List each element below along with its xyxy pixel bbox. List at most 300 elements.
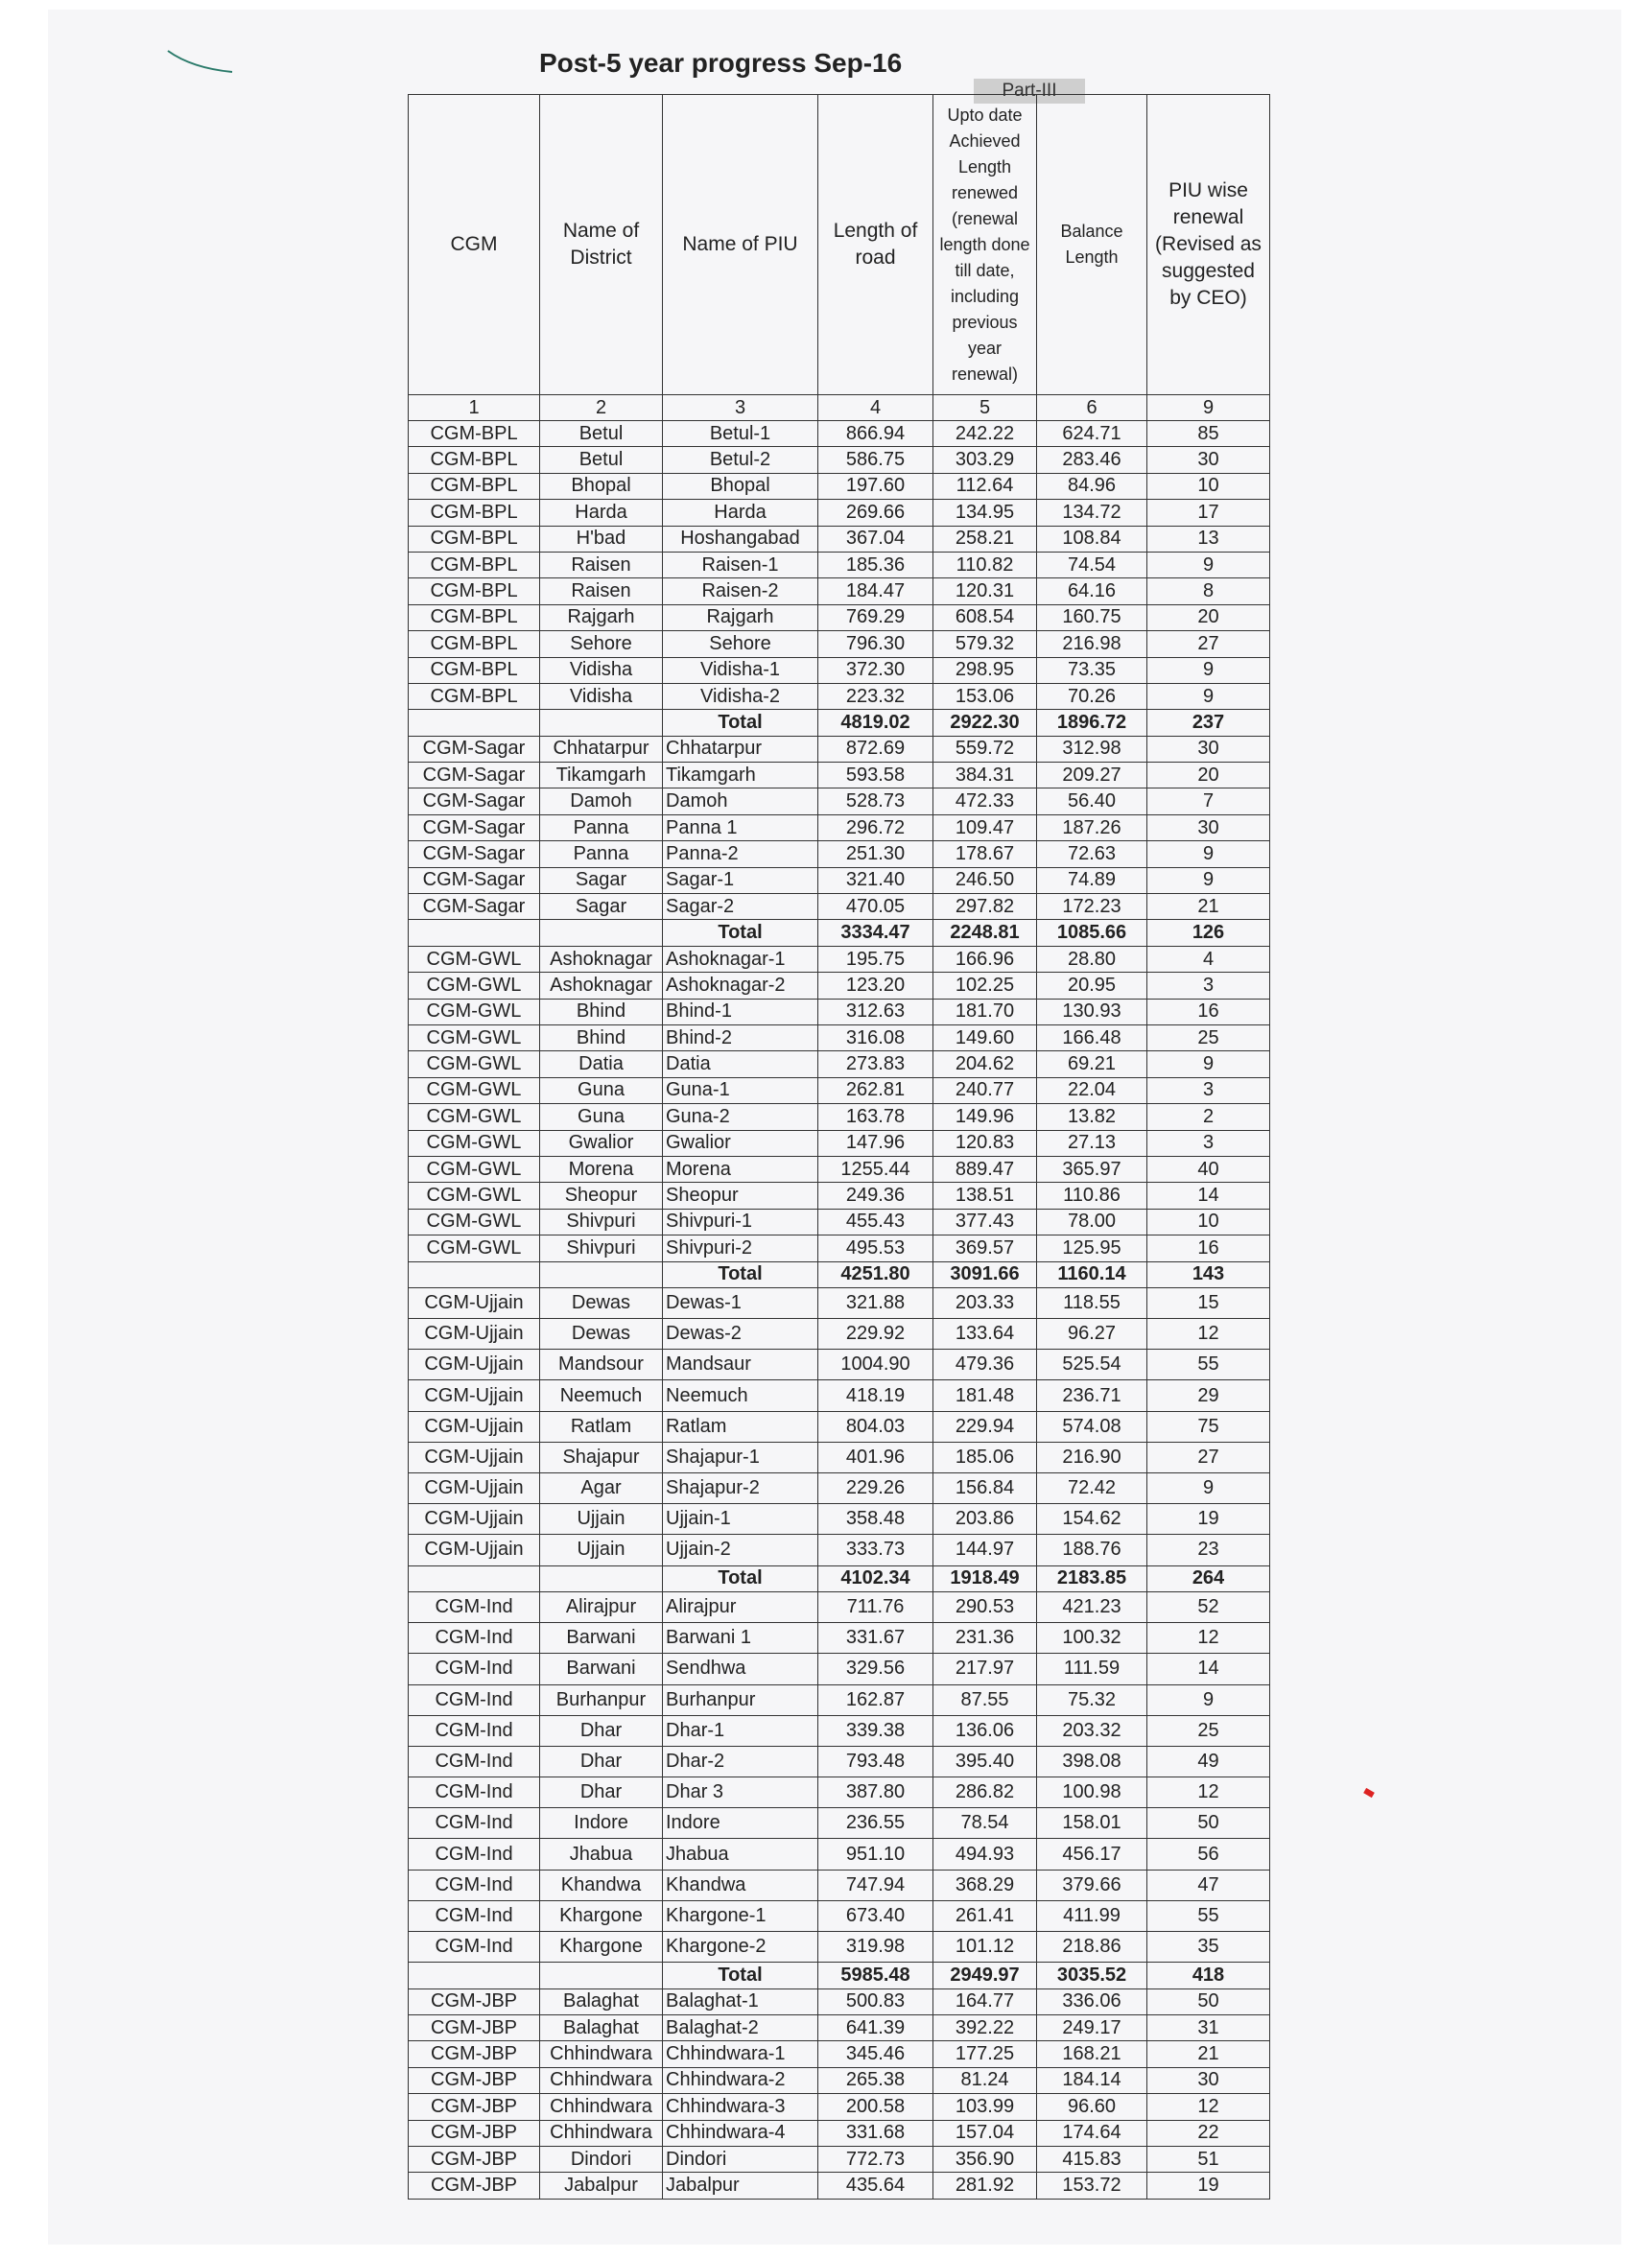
achieved-cell: 608.54 bbox=[933, 604, 1037, 630]
table-row bbox=[409, 1411, 1270, 1442]
length-cell: 367.04 bbox=[818, 526, 933, 552]
renewal-cell: 9 bbox=[1147, 683, 1270, 709]
cgm-cell: CGM-Ind bbox=[409, 1808, 540, 1839]
renewal-cell: 30 bbox=[1147, 447, 1270, 473]
renewal-cell: 13 bbox=[1147, 526, 1270, 552]
piu-cell: Bhind-1 bbox=[663, 999, 818, 1024]
piu-cell: Betul-2 bbox=[663, 447, 818, 473]
renewal-cell: 22 bbox=[1147, 2120, 1270, 2146]
piu-cell: Tikamgarh bbox=[663, 763, 818, 788]
length-cell: 872.69 bbox=[818, 736, 933, 762]
table-row bbox=[409, 552, 1270, 577]
balance-cell: 118.55 bbox=[1037, 1287, 1147, 1318]
achieved-cell: 281.92 bbox=[933, 2173, 1037, 2199]
table-row bbox=[409, 1654, 1270, 1684]
balance-cell: 312.98 bbox=[1037, 736, 1147, 762]
district-cell: Alirajpur bbox=[540, 1591, 663, 1622]
renewal-cell: 56 bbox=[1147, 1839, 1270, 1870]
column-number: 5 bbox=[933, 395, 1037, 421]
table-row bbox=[409, 867, 1270, 893]
table-row bbox=[409, 421, 1270, 447]
length-cell: 747.94 bbox=[818, 1870, 933, 1900]
achieved-cell: 203.86 bbox=[933, 1504, 1037, 1535]
table-row bbox=[409, 1932, 1270, 1963]
piu-cell: Mandsaur bbox=[663, 1350, 818, 1380]
renewal-cell: 12 bbox=[1147, 1623, 1270, 1654]
cgm-cell: CGM-BPL bbox=[409, 473, 540, 499]
length-cell: 455.43 bbox=[818, 1209, 933, 1235]
district-cell: Betul bbox=[540, 447, 663, 473]
renewal-cell: 12 bbox=[1147, 1777, 1270, 1808]
cgm-cell: CGM-BPL bbox=[409, 447, 540, 473]
balance-cell: 456.17 bbox=[1037, 1839, 1147, 1870]
balance-cell: 525.54 bbox=[1037, 1350, 1147, 1380]
piu-cell: Chhindwara-4 bbox=[663, 2120, 818, 2146]
achieved-cell: 2949.97 bbox=[933, 1963, 1037, 1988]
length-cell: 358.48 bbox=[818, 1504, 933, 1535]
renewal-cell: 2 bbox=[1147, 1104, 1270, 1130]
district-cell: Shivpuri bbox=[540, 1209, 663, 1235]
achieved-cell: 101.12 bbox=[933, 1932, 1037, 1963]
table-row bbox=[409, 894, 1270, 920]
piu-cell: Panna 1 bbox=[663, 814, 818, 840]
piu-cell: Rajgarh bbox=[663, 604, 818, 630]
achieved-cell: 181.48 bbox=[933, 1380, 1037, 1411]
renewal-cell: 31 bbox=[1147, 2015, 1270, 2041]
district-cell: Barwani bbox=[540, 1654, 663, 1684]
district-cell: Dindori bbox=[540, 2146, 663, 2172]
balance-cell: 574.08 bbox=[1037, 1411, 1147, 1442]
cgm-cell: CGM-Ind bbox=[409, 1900, 540, 1931]
length-cell: 1255.44 bbox=[818, 1156, 933, 1182]
piu-cell: Jabalpur bbox=[663, 2173, 818, 2199]
achieved-cell: 120.83 bbox=[933, 1130, 1037, 1156]
cgm-cell: CGM-Sagar bbox=[409, 894, 540, 920]
achieved-cell: 297.82 bbox=[933, 894, 1037, 920]
achieved-cell: 258.21 bbox=[933, 526, 1037, 552]
table-row bbox=[409, 736, 1270, 762]
piu-cell: Damoh bbox=[663, 788, 818, 814]
piu-cell: Raisen-2 bbox=[663, 578, 818, 604]
length-cell: 147.96 bbox=[818, 1130, 933, 1156]
cgm-cell: CGM-Sagar bbox=[409, 814, 540, 840]
district-cell: Chhatarpur bbox=[540, 736, 663, 762]
table-row bbox=[409, 1746, 1270, 1777]
cgm-cell: CGM-Ujjain bbox=[409, 1350, 540, 1380]
length-cell: 5985.48 bbox=[818, 1963, 933, 1988]
length-cell: 319.98 bbox=[818, 1932, 933, 1963]
table-row bbox=[409, 1623, 1270, 1654]
district-cell: Bhind bbox=[540, 999, 663, 1024]
district-cell: Ashoknagar bbox=[540, 946, 663, 972]
renewal-cell: 143 bbox=[1147, 1261, 1270, 1287]
achieved-cell: 368.29 bbox=[933, 1870, 1037, 1900]
cgm-cell: CGM-Ujjain bbox=[409, 1319, 540, 1350]
piu-cell: Sagar-1 bbox=[663, 867, 818, 893]
length-cell: 200.58 bbox=[818, 2094, 933, 2120]
cgm-cell: CGM-Ujjain bbox=[409, 1287, 540, 1318]
length-cell: 4251.80 bbox=[818, 1261, 933, 1287]
balance-cell: 411.99 bbox=[1037, 1900, 1147, 1931]
length-cell: 262.81 bbox=[818, 1077, 933, 1103]
balance-cell: 398.08 bbox=[1037, 1746, 1147, 1777]
renewal-cell: 12 bbox=[1147, 2094, 1270, 2120]
balance-cell: 70.26 bbox=[1037, 683, 1147, 709]
piu-cell: Dhar 3 bbox=[663, 1777, 818, 1808]
achieved-cell: 149.60 bbox=[933, 1024, 1037, 1050]
length-cell: 236.55 bbox=[818, 1808, 933, 1839]
part-label: Part-III bbox=[974, 79, 1085, 104]
renewal-cell: 9 bbox=[1147, 1473, 1270, 1504]
table-row bbox=[409, 657, 1270, 683]
piu-cell: Dhar-1 bbox=[663, 1715, 818, 1746]
district-cell: Ujjain bbox=[540, 1504, 663, 1535]
district-cell: Chhindwara bbox=[540, 2067, 663, 2093]
achieved-cell: 369.57 bbox=[933, 1235, 1037, 1261]
cgm-cell: CGM-BPL bbox=[409, 578, 540, 604]
renewal-cell: 9 bbox=[1147, 1051, 1270, 1077]
piu-cell: Ratlam bbox=[663, 1411, 818, 1442]
cgm-cell: CGM-BPL bbox=[409, 500, 540, 526]
balance-cell: 415.83 bbox=[1037, 2146, 1147, 2172]
cgm-cell bbox=[409, 1963, 540, 1988]
table-row bbox=[409, 1473, 1270, 1504]
achieved-cell: 298.95 bbox=[933, 657, 1037, 683]
length-cell: 4102.34 bbox=[818, 1565, 933, 1591]
cgm-cell: CGM-Ujjain bbox=[409, 1535, 540, 1565]
renewal-cell: 264 bbox=[1147, 1565, 1270, 1591]
district-cell: Burhanpur bbox=[540, 1684, 663, 1715]
renewal-cell: 418 bbox=[1147, 1963, 1270, 1988]
district-cell: Agar bbox=[540, 1473, 663, 1504]
district-cell: Neemuch bbox=[540, 1380, 663, 1411]
achieved-cell: 156.84 bbox=[933, 1473, 1037, 1504]
renewal-cell: 3 bbox=[1147, 1077, 1270, 1103]
balance-cell: 172.23 bbox=[1037, 894, 1147, 920]
cgm-cell: CGM-Ind bbox=[409, 1932, 540, 1963]
table-row bbox=[409, 447, 1270, 473]
balance-cell: 130.93 bbox=[1037, 999, 1147, 1024]
cgm-cell: CGM-BPL bbox=[409, 421, 540, 447]
district-cell bbox=[540, 1565, 663, 1591]
table-row bbox=[409, 1900, 1270, 1931]
achieved-cell: 479.36 bbox=[933, 1350, 1037, 1380]
balance-cell: 1896.72 bbox=[1037, 710, 1147, 736]
balance-cell: 174.64 bbox=[1037, 2120, 1147, 2146]
cgm-cell: CGM-JBP bbox=[409, 1988, 540, 2014]
cgm-cell: CGM-JBP bbox=[409, 2067, 540, 2093]
piu-cell: Chhatarpur bbox=[663, 736, 818, 762]
balance-cell: 96.27 bbox=[1037, 1319, 1147, 1350]
piu-cell: Shivpuri-1 bbox=[663, 1209, 818, 1235]
piu-cell: Guna-1 bbox=[663, 1077, 818, 1103]
piu-cell: Dhar-2 bbox=[663, 1746, 818, 1777]
table-row bbox=[409, 631, 1270, 657]
length-cell: 593.58 bbox=[818, 763, 933, 788]
district-cell: Chhindwara bbox=[540, 2041, 663, 2067]
length-cell: 339.38 bbox=[818, 1715, 933, 1746]
district-cell: Betul bbox=[540, 421, 663, 447]
piu-cell: Barwani 1 bbox=[663, 1623, 818, 1654]
column-number: 4 bbox=[818, 395, 933, 421]
length-cell: 123.20 bbox=[818, 973, 933, 999]
piu-cell: Total bbox=[663, 920, 818, 946]
length-cell: 796.30 bbox=[818, 631, 933, 657]
table-row bbox=[409, 2120, 1270, 2146]
piu-cell: Ashoknagar-1 bbox=[663, 946, 818, 972]
district-cell: Balaghat bbox=[540, 1988, 663, 2014]
renewal-cell: 55 bbox=[1147, 1900, 1270, 1931]
header-renewal: PIU wise renewal (Revised as suggested by CEO) bbox=[1147, 95, 1270, 395]
table-row bbox=[409, 2067, 1270, 2093]
achieved-cell: 181.70 bbox=[933, 999, 1037, 1024]
piu-cell: Hoshangabad bbox=[663, 526, 818, 552]
length-cell: 1004.90 bbox=[818, 1350, 933, 1380]
renewal-cell: 20 bbox=[1147, 604, 1270, 630]
achieved-cell: 261.41 bbox=[933, 1900, 1037, 1931]
district-cell: Sheopur bbox=[540, 1183, 663, 1209]
achieved-cell: 217.97 bbox=[933, 1654, 1037, 1684]
balance-cell: 187.26 bbox=[1037, 814, 1147, 840]
length-cell: 251.30 bbox=[818, 841, 933, 867]
balance-cell: 78.00 bbox=[1037, 1209, 1147, 1235]
piu-cell: Sehore bbox=[663, 631, 818, 657]
renewal-cell: 15 bbox=[1147, 1287, 1270, 1318]
achieved-cell: 78.54 bbox=[933, 1808, 1037, 1839]
cgm-cell: CGM-GWL bbox=[409, 1024, 540, 1050]
renewal-cell: 55 bbox=[1147, 1350, 1270, 1380]
cgm-cell bbox=[409, 710, 540, 736]
achieved-cell: 164.77 bbox=[933, 1988, 1037, 2014]
renewal-cell: 19 bbox=[1147, 1504, 1270, 1535]
piu-cell: Total bbox=[663, 710, 818, 736]
achieved-cell: 87.55 bbox=[933, 1684, 1037, 1715]
district-cell: Indore bbox=[540, 1808, 663, 1839]
cgm-cell bbox=[409, 920, 540, 946]
balance-cell: 154.62 bbox=[1037, 1504, 1147, 1535]
piu-cell: Guna-2 bbox=[663, 1104, 818, 1130]
renewal-cell: 47 bbox=[1147, 1870, 1270, 1900]
balance-cell: 249.17 bbox=[1037, 2015, 1147, 2041]
district-cell: Damoh bbox=[540, 788, 663, 814]
balance-cell: 56.40 bbox=[1037, 788, 1147, 814]
balance-cell: 184.14 bbox=[1037, 2067, 1147, 2093]
balance-cell: 1160.14 bbox=[1037, 1261, 1147, 1287]
table-row bbox=[409, 1715, 1270, 1746]
renewal-cell: 8 bbox=[1147, 578, 1270, 604]
piu-cell: Dewas-1 bbox=[663, 1287, 818, 1318]
length-cell: 769.29 bbox=[818, 604, 933, 630]
total-row bbox=[409, 920, 1270, 946]
cgm-cell: CGM-Ind bbox=[409, 1684, 540, 1715]
piu-cell: Balaghat-2 bbox=[663, 2015, 818, 2041]
piu-cell: Betul-1 bbox=[663, 421, 818, 447]
renewal-cell: 7 bbox=[1147, 788, 1270, 814]
header-achieved: Upto date Achieved Length renewed (renewal length done till date, including previous year renewal) bbox=[933, 95, 1037, 395]
achieved-cell: 109.47 bbox=[933, 814, 1037, 840]
length-cell: 528.73 bbox=[818, 788, 933, 814]
table-row bbox=[409, 1684, 1270, 1715]
piu-cell: Harda bbox=[663, 500, 818, 526]
piu-cell: Shajapur-2 bbox=[663, 1473, 818, 1504]
renewal-cell: 51 bbox=[1147, 2146, 1270, 2172]
district-cell bbox=[540, 710, 663, 736]
piu-cell: Indore bbox=[663, 1808, 818, 1839]
length-cell: 495.53 bbox=[818, 1235, 933, 1261]
achieved-cell: 242.22 bbox=[933, 421, 1037, 447]
length-cell: 4819.02 bbox=[818, 710, 933, 736]
district-cell bbox=[540, 920, 663, 946]
balance-cell: 69.21 bbox=[1037, 1051, 1147, 1077]
district-cell: Mandsour bbox=[540, 1350, 663, 1380]
cgm-cell: CGM-BPL bbox=[409, 604, 540, 630]
renewal-cell: 16 bbox=[1147, 999, 1270, 1024]
balance-cell: 108.84 bbox=[1037, 526, 1147, 552]
district-cell bbox=[540, 1261, 663, 1287]
length-cell: 321.40 bbox=[818, 867, 933, 893]
renewal-cell: 20 bbox=[1147, 763, 1270, 788]
length-cell: 265.38 bbox=[818, 2067, 933, 2093]
pen-mark bbox=[163, 43, 240, 82]
district-cell: Guna bbox=[540, 1104, 663, 1130]
table-row bbox=[409, 1104, 1270, 1130]
cgm-cell: CGM-JBP bbox=[409, 2120, 540, 2146]
cgm-cell: CGM-Ind bbox=[409, 1746, 540, 1777]
cgm-cell: CGM-GWL bbox=[409, 973, 540, 999]
cgm-cell: CGM-JBP bbox=[409, 2173, 540, 2199]
length-cell: 273.83 bbox=[818, 1051, 933, 1077]
table-row bbox=[409, 946, 1270, 972]
renewal-cell: 16 bbox=[1147, 1235, 1270, 1261]
header-cgm: CGM bbox=[409, 95, 540, 395]
cgm-cell: CGM-Ujjain bbox=[409, 1411, 540, 1442]
length-cell: 866.94 bbox=[818, 421, 933, 447]
piu-cell: Chhindwara-2 bbox=[663, 2067, 818, 2093]
achieved-cell: 153.06 bbox=[933, 683, 1037, 709]
balance-cell: 188.76 bbox=[1037, 1535, 1147, 1565]
district-cell: Jhabua bbox=[540, 1839, 663, 1870]
column-number: 1 bbox=[409, 395, 540, 421]
cgm-cell: CGM-JBP bbox=[409, 2146, 540, 2172]
total-row bbox=[409, 710, 1270, 736]
achieved-cell: 1918.49 bbox=[933, 1565, 1037, 1591]
cgm-cell: CGM-Ind bbox=[409, 1839, 540, 1870]
district-cell: Barwani bbox=[540, 1623, 663, 1654]
cgm-cell: CGM-GWL bbox=[409, 1235, 540, 1261]
length-cell: 387.80 bbox=[818, 1777, 933, 1808]
renewal-cell: 49 bbox=[1147, 1746, 1270, 1777]
table-row bbox=[409, 999, 1270, 1024]
table-row bbox=[409, 2173, 1270, 2199]
length-cell: 184.47 bbox=[818, 578, 933, 604]
length-cell: 163.78 bbox=[818, 1104, 933, 1130]
piu-cell: Bhopal bbox=[663, 473, 818, 499]
cgm-cell: CGM-Ind bbox=[409, 1623, 540, 1654]
column-number: 3 bbox=[663, 395, 818, 421]
cgm-cell: CGM-Sagar bbox=[409, 867, 540, 893]
balance-cell: 3035.52 bbox=[1037, 1963, 1147, 1988]
district-cell: Tikamgarh bbox=[540, 763, 663, 788]
district-cell: Chhindwara bbox=[540, 2120, 663, 2146]
page-title: Post-5 year progress Sep-16 bbox=[539, 48, 903, 78]
balance-cell: 84.96 bbox=[1037, 473, 1147, 499]
renewal-cell: 126 bbox=[1147, 920, 1270, 946]
district-cell: Ujjain bbox=[540, 1535, 663, 1565]
table-row bbox=[409, 1777, 1270, 1808]
total-row bbox=[409, 1565, 1270, 1591]
table-row bbox=[409, 1287, 1270, 1318]
length-cell: 329.56 bbox=[818, 1654, 933, 1684]
cgm-cell bbox=[409, 1261, 540, 1287]
district-cell: H'bad bbox=[540, 526, 663, 552]
cgm-cell: CGM-JBP bbox=[409, 2015, 540, 2041]
renewal-cell: 35 bbox=[1147, 1932, 1270, 1963]
renewal-cell: 12 bbox=[1147, 1319, 1270, 1350]
balance-cell: 1085.66 bbox=[1037, 920, 1147, 946]
piu-cell: Sagar-2 bbox=[663, 894, 818, 920]
district-cell: Khargone bbox=[540, 1932, 663, 1963]
piu-cell: Ujjain-2 bbox=[663, 1535, 818, 1565]
achieved-cell: 157.04 bbox=[933, 2120, 1037, 2146]
cgm-cell: CGM-GWL bbox=[409, 946, 540, 972]
balance-cell: 111.59 bbox=[1037, 1654, 1147, 1684]
piu-cell: Alirajpur bbox=[663, 1591, 818, 1622]
balance-cell: 74.89 bbox=[1037, 867, 1147, 893]
table-row bbox=[409, 500, 1270, 526]
table-row bbox=[409, 683, 1270, 709]
achieved-cell: 2248.81 bbox=[933, 920, 1037, 946]
balance-cell: 236.71 bbox=[1037, 1380, 1147, 1411]
cgm-cell: CGM-Ind bbox=[409, 1654, 540, 1684]
table-row bbox=[409, 1319, 1270, 1350]
renewal-cell: 40 bbox=[1147, 1156, 1270, 1182]
renewal-cell: 52 bbox=[1147, 1591, 1270, 1622]
piu-cell: Jhabua bbox=[663, 1839, 818, 1870]
cgm-cell: CGM-JBP bbox=[409, 2094, 540, 2120]
piu-cell: Shivpuri-2 bbox=[663, 1235, 818, 1261]
table-row bbox=[409, 841, 1270, 867]
balance-cell: 100.98 bbox=[1037, 1777, 1147, 1808]
length-cell: 793.48 bbox=[818, 1746, 933, 1777]
achieved-cell: 286.82 bbox=[933, 1777, 1037, 1808]
balance-cell: 209.27 bbox=[1037, 763, 1147, 788]
renewal-cell: 30 bbox=[1147, 736, 1270, 762]
district-cell: Jabalpur bbox=[540, 2173, 663, 2199]
cgm-cell: CGM-Sagar bbox=[409, 763, 540, 788]
header-row bbox=[409, 95, 1270, 395]
balance-cell: 28.80 bbox=[1037, 946, 1147, 972]
length-cell: 223.32 bbox=[818, 683, 933, 709]
column-number: 6 bbox=[1037, 395, 1147, 421]
achieved-cell: 185.06 bbox=[933, 1442, 1037, 1472]
balance-cell: 73.35 bbox=[1037, 657, 1147, 683]
balance-cell: 216.98 bbox=[1037, 631, 1147, 657]
balance-cell: 283.46 bbox=[1037, 447, 1147, 473]
district-cell: Morena bbox=[540, 1156, 663, 1182]
renewal-cell: 9 bbox=[1147, 552, 1270, 577]
length-cell: 269.66 bbox=[818, 500, 933, 526]
achieved-cell: 138.51 bbox=[933, 1183, 1037, 1209]
district-cell: Dhar bbox=[540, 1715, 663, 1746]
district-cell: Dewas bbox=[540, 1287, 663, 1318]
district-cell: Balaghat bbox=[540, 2015, 663, 2041]
header-district: Name of District bbox=[540, 95, 663, 395]
district-cell: Chhindwara bbox=[540, 2094, 663, 2120]
achieved-cell: 889.47 bbox=[933, 1156, 1037, 1182]
achieved-cell: 133.64 bbox=[933, 1319, 1037, 1350]
renewal-cell: 85 bbox=[1147, 421, 1270, 447]
cgm-cell: CGM-BPL bbox=[409, 631, 540, 657]
